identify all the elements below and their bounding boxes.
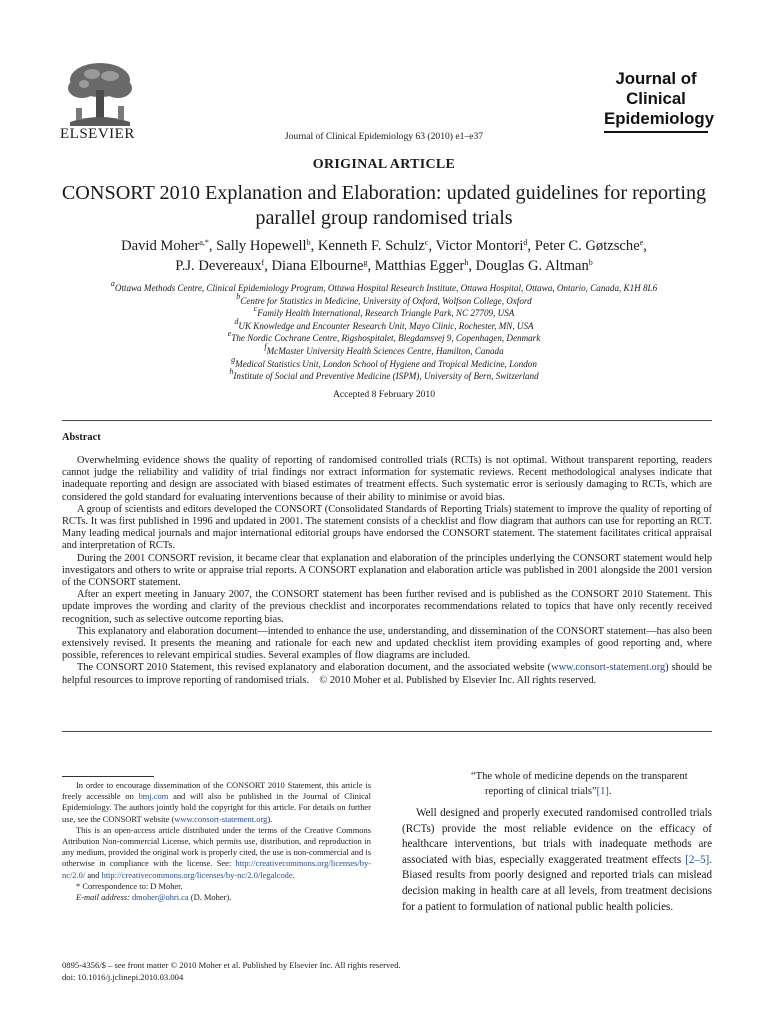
author-name: Kenneth F. Schulz: [317, 238, 425, 254]
reference-link[interactable]: [1]: [596, 786, 609, 797]
abstract-paragraph: Overwhelming evidence shows the quality of reporting of randomised controlled trials (RCTs) is not optimal. Without transparent reporting, readers cannot judge the reliability and validity of trial findings nor extract information for systematic reviews. Recent methodological analyses indicate that inadequate reporting and design are associated with biased estimates of treatment effects. Such systematic error is seriously damaging to RCTs, which are considered the gold standard for evaluating interventions because of their ability to minimise or avoid bias.: [62, 455, 712, 503]
affiliation: $^g$Medical Statistics Unit, London School of Hygiene and Tropical Medicine, London: [231, 354, 537, 369]
abstract-paragraph: During the 2001 CONSORT revision, it became clear that explanation and elaboration of the principles underlying the CONSORT statement would help investigators and others to write or appraise trial reports. A CONSORT explanation and elaboration article was published in 2001 alongside the 2001 version of the CONSORT statement.: [62, 552, 712, 589]
abstract-paragraph: This explanatory and elaboration document—intended to enhance the use, understanding, and dissemination of the CONSORT statement—has also been extensively revised. It presents the meaning and rationale for each new and updated checklist item providing examples of good reporting and, where possible, references to relevant empirical studies. Several examples of flow diagrams are included.: [62, 625, 712, 662]
abstract-paragraph: After an expert meeting in January 2007, the CONSORT statement has been further revised and is published as the CONSORT 2010 Statement. This update improves the wording and clarity of the previous checklist and incorporates recommendations related to topics that have only recently received recognition, such as selective outcome reporting bias.: [62, 589, 712, 625]
author-affiliation-mark: g: [363, 258, 368, 267]
publisher-name: ELSEVIER: [60, 126, 135, 142]
author-affiliation-mark: d: [523, 238, 528, 247]
footnotes: [62, 780, 371, 903]
affiliation: $^h$Institute of Social and Preventive Medicine (ISPM), University of Bern, Switzerland: [229, 367, 539, 382]
affiliation: $^d$UK Knowledge and Encounter Research Unit, Mayo Clinic, Rochester, MN, USA: [234, 316, 534, 331]
abstract-paragraph: The CONSORT 2010 Statement, this revised explanatory and elaboration document, and the associated website (www.consort-statement.org) should be helpful resources to improve reporting of randomised trials. © 2010 Moher et al. Published by Elsevier Inc. All rights reserved.: [62, 662, 712, 686]
author-name: David Moher: [121, 238, 200, 254]
author-list: David Moher$^{a,*}$, Sally Hopewell$^b$, Kenneth F. Schulz$^c$, Victor Montori$^d$, Peter C. Gøtzsche$^e$, P.J. Devereaux$^f$, Diana Elbourne$^g$, Matthias Egger$^h$, Douglas G. Altman$^b$: [121, 238, 647, 274]
journal-title-rule: [604, 131, 708, 133]
journal-citation: Journal of Clinical Epidemiology 63 (2010) e1–e37: [284, 131, 484, 142]
copyright: © 2010 Moher et al. Published by Elsevier Inc. All rights reserved.: [319, 674, 597, 686]
author-name: Peter C. Gøtzsche: [534, 238, 640, 254]
author-name: P.J. Devereaux: [175, 258, 262, 274]
license-link[interactable]: http://creativecommons.org/licenses/by-nc/2.0/: [62, 858, 371, 880]
footnote-rule: [62, 776, 154, 777]
author-affiliation-mark: h: [464, 258, 469, 267]
author-name: Sally Hopewell: [216, 238, 307, 254]
affiliation: $^f$McMaster University Health Sciences Centre, Hamilton, Canada: [264, 341, 504, 356]
affiliation: $^b$Centre for Statistics in Medicine, University of Oxford, Wolfson College, Oxford: [236, 291, 532, 306]
issn-line: 0895-4356/$ – see front matter © 2010 Moher et al. Published by Elsevier Inc. All rights reserved.: [62, 960, 401, 970]
footnote-email: E-mail address: dmoher@ohri.ca (D. Moher).: [76, 892, 232, 903]
quote-line-2: reporting of clinical trials”: [485, 786, 597, 797]
article-type: ORIGINAL ARTICLE: [312, 157, 456, 172]
doi-line: doi: 10.1016/j.jclinepi.2010.03.004: [62, 972, 184, 982]
footnote-license: This is an open-access article distributed under the terms of the Creative Commons Attribution Non-commercial License, which permits use, distribution, and reproduction in any medium, provided the original work is properly cited, the use is non-commercial and is otherwise in compliance with the license. See: http://creativecommons.org/licenses/by-nc/2.0/ and http://creativecommons.org/licenses/by-nc/2.0/legalcode.: [62, 824, 371, 880]
author-name: Diana Elbourne: [271, 258, 364, 274]
article-title: CONSORT 2010 Explanation and Elaboration: updated guidelines for reporting parallel group randomised trials: [61, 182, 707, 229]
abstract-bottom-rule: [62, 731, 712, 732]
accepted-date: Accepted 8 February 2010: [332, 389, 436, 400]
author-affiliation-mark: e: [639, 238, 644, 247]
body-paragraph: Well designed and properly executed randomised controlled trials (RCTs) provide the most reliable evidence on the efficacy of healthcare interventions, but trials with inadequate methods are associated with bias, especially exaggerated treatment effects [2–5]. Biased results from poorly designed and reported trials can mislead decision making in health care at all levels, from treatment decisions for a patient to formulation of national public health policies.: [402, 807, 712, 913]
quote-line-1: “The whole of medicine depends on the transparent: [471, 771, 688, 782]
abstract-paragraph: A group of scientists and editors developed the CONSORT (Consolidated Standards of Reporting Trials) statement to improve the quality of reporting of RCTs. It was first published in 1996 and updated in 2001. The statement consists of a checklist and flow diagram that authors can use for reporting an RCT. Many leading medical journals and major international editorial groups have endorsed the CONSORT statement. The statement facilitates critical appraisal and interpretation of RCTs.: [62, 503, 712, 552]
abstract-top-rule: [62, 420, 712, 421]
consort-website-link[interactable]: www.consort-statement.org: [174, 813, 268, 824]
consort-website-link[interactable]: www.consort-statement.org: [551, 662, 666, 674]
elsevier-tree-logo: [62, 60, 138, 130]
author-affiliation-mark: c: [424, 238, 429, 247]
footnote-correspondence: * Correspondence to: D Moher.: [76, 880, 183, 891]
abstract-heading: Abstract: [62, 432, 101, 443]
reference-link[interactable]: [2–5]: [685, 853, 710, 866]
introduction-text: [402, 806, 712, 915]
author-name: Douglas G. Altman: [475, 258, 589, 274]
author-affiliation-mark: f: [261, 258, 265, 267]
affiliation: $^c$Family Health International, Research Triangle Park, NC 27709, USA: [253, 304, 515, 319]
affiliation: $^e$The Nordic Cochrane Centre, Rigshospitalet, Blegdamsvej 9, Copenhagen, Denmark: [227, 329, 541, 344]
footnote-dissemination: In order to encourage dissemination of the CONSORT 2010 Statement, this article is freely accessible on bmj.com and will also be published in the Journal of Clinical Epidemiology. The authors jointly hold the copyright for this article. For details on further use, see the CONSORT website (www.consort-statement.org).: [62, 780, 371, 824]
epigraph-quote: “The whole of medicine depends on the transparent reporting of clinical trials”[1].: [471, 769, 712, 799]
abstract-body: [62, 455, 712, 687]
journal-title: Journal of Clinical Epidemiology: [604, 69, 715, 128]
email-link[interactable]: dmoher@ohri.ca: [131, 892, 189, 903]
author-name: Matthias Egger: [374, 258, 465, 274]
author-name: Victor Montori: [435, 238, 524, 254]
affiliation: $^a$Ottawa Methods Centre, Clinical Epidemiology Program, Ottawa Hospital Research Institute, Ottawa Hospital, Ottawa, Ontario, Canada, K1H 8L6: [110, 279, 658, 293]
author-affiliation-mark: b: [588, 258, 593, 267]
author-affiliation-mark: b: [306, 238, 311, 247]
affiliations: [40, 279, 728, 383]
author-affiliation-mark: a,*: [199, 238, 209, 247]
legalcode-link[interactable]: http://creativecommons.org/licenses/by-nc/2.0/legalcode: [101, 869, 293, 880]
bmj-link[interactable]: bmj.com: [138, 791, 169, 802]
